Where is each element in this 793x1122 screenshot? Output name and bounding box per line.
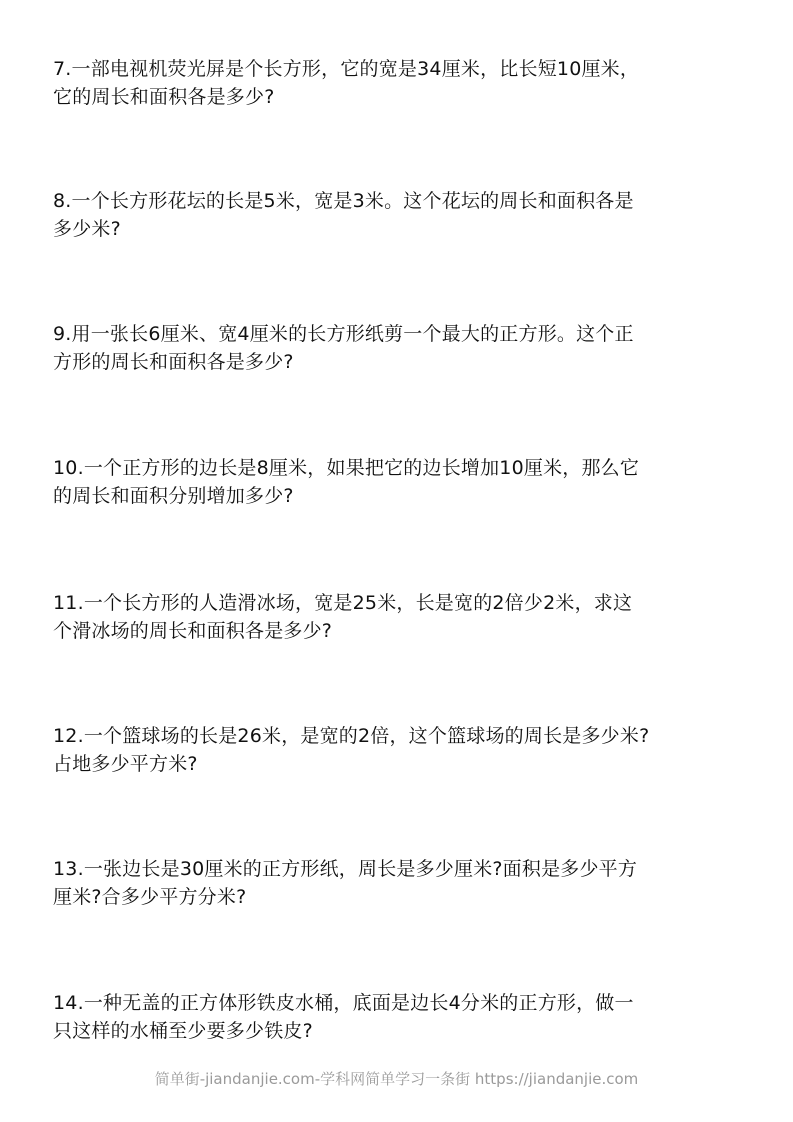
problem-text-line: 只这样的水桶至少要多少铁皮? (53, 1020, 313, 1042)
problem-9 (53, 320, 733, 376)
problem-text-line: 个滑冰场的周长和面积各是多少? (53, 620, 333, 642)
problem-text-line: 13.一张边长是30厘米的正方形纸，周长是多少厘米?面积是多少平方 (53, 858, 638, 880)
problem-text-line: 方形的周长和面积各是多少? (53, 351, 294, 373)
problem-13 (53, 855, 733, 911)
problem-text-line: 11.一个长方形的人造滑冰场，宽是25米，长是宽的2倍少2米，求这 (53, 592, 633, 614)
problem-text-line: 厘米?合多少平方分米? (53, 886, 247, 908)
problem-text-line: 的周长和面积分别增加多少? (53, 485, 294, 507)
problem-11 (53, 589, 733, 645)
problem-text-line: 多少米? (53, 218, 121, 240)
problem-8 (53, 187, 733, 243)
problem-10 (53, 454, 733, 510)
problem-text-line: 它的周长和面积各是多少? (53, 86, 275, 108)
problem-text-line: 9.用一张长6厘米、宽4厘米的长方形纸剪一个最大的正方形。这个正 (53, 323, 634, 345)
page-footer: 简单街-jiandanjie.com-学科网简单学习一条街 https://jiandanjie.com (154, 1070, 639, 1088)
problem-text-line: 14.一种无盖的正方体形铁皮水桶，底面是边长4分米的正方形，做一 (53, 992, 634, 1014)
problem-text-line: 占地多少平方米? (53, 753, 198, 775)
problem-14 (53, 989, 733, 1045)
problem-text-line: 12.一个篮球场的长是26米，是宽的2倍，这个篮球场的周长是多少米? (53, 725, 650, 747)
problem-7 (53, 55, 733, 111)
problem-text-line: 10.一个正方形的边长是8厘米，如果把它的边长增加10厘米，那么它 (53, 457, 640, 479)
problem-text-line: 8.一个长方形花坛的长是5米，宽是3米。这个花坛的周长和面积各是 (53, 190, 634, 212)
problem-text-line: 7.一部电视机荧光屏是个长方形，它的宽是34厘米，比长短10厘米， (53, 58, 640, 80)
problem-12 (53, 722, 733, 778)
